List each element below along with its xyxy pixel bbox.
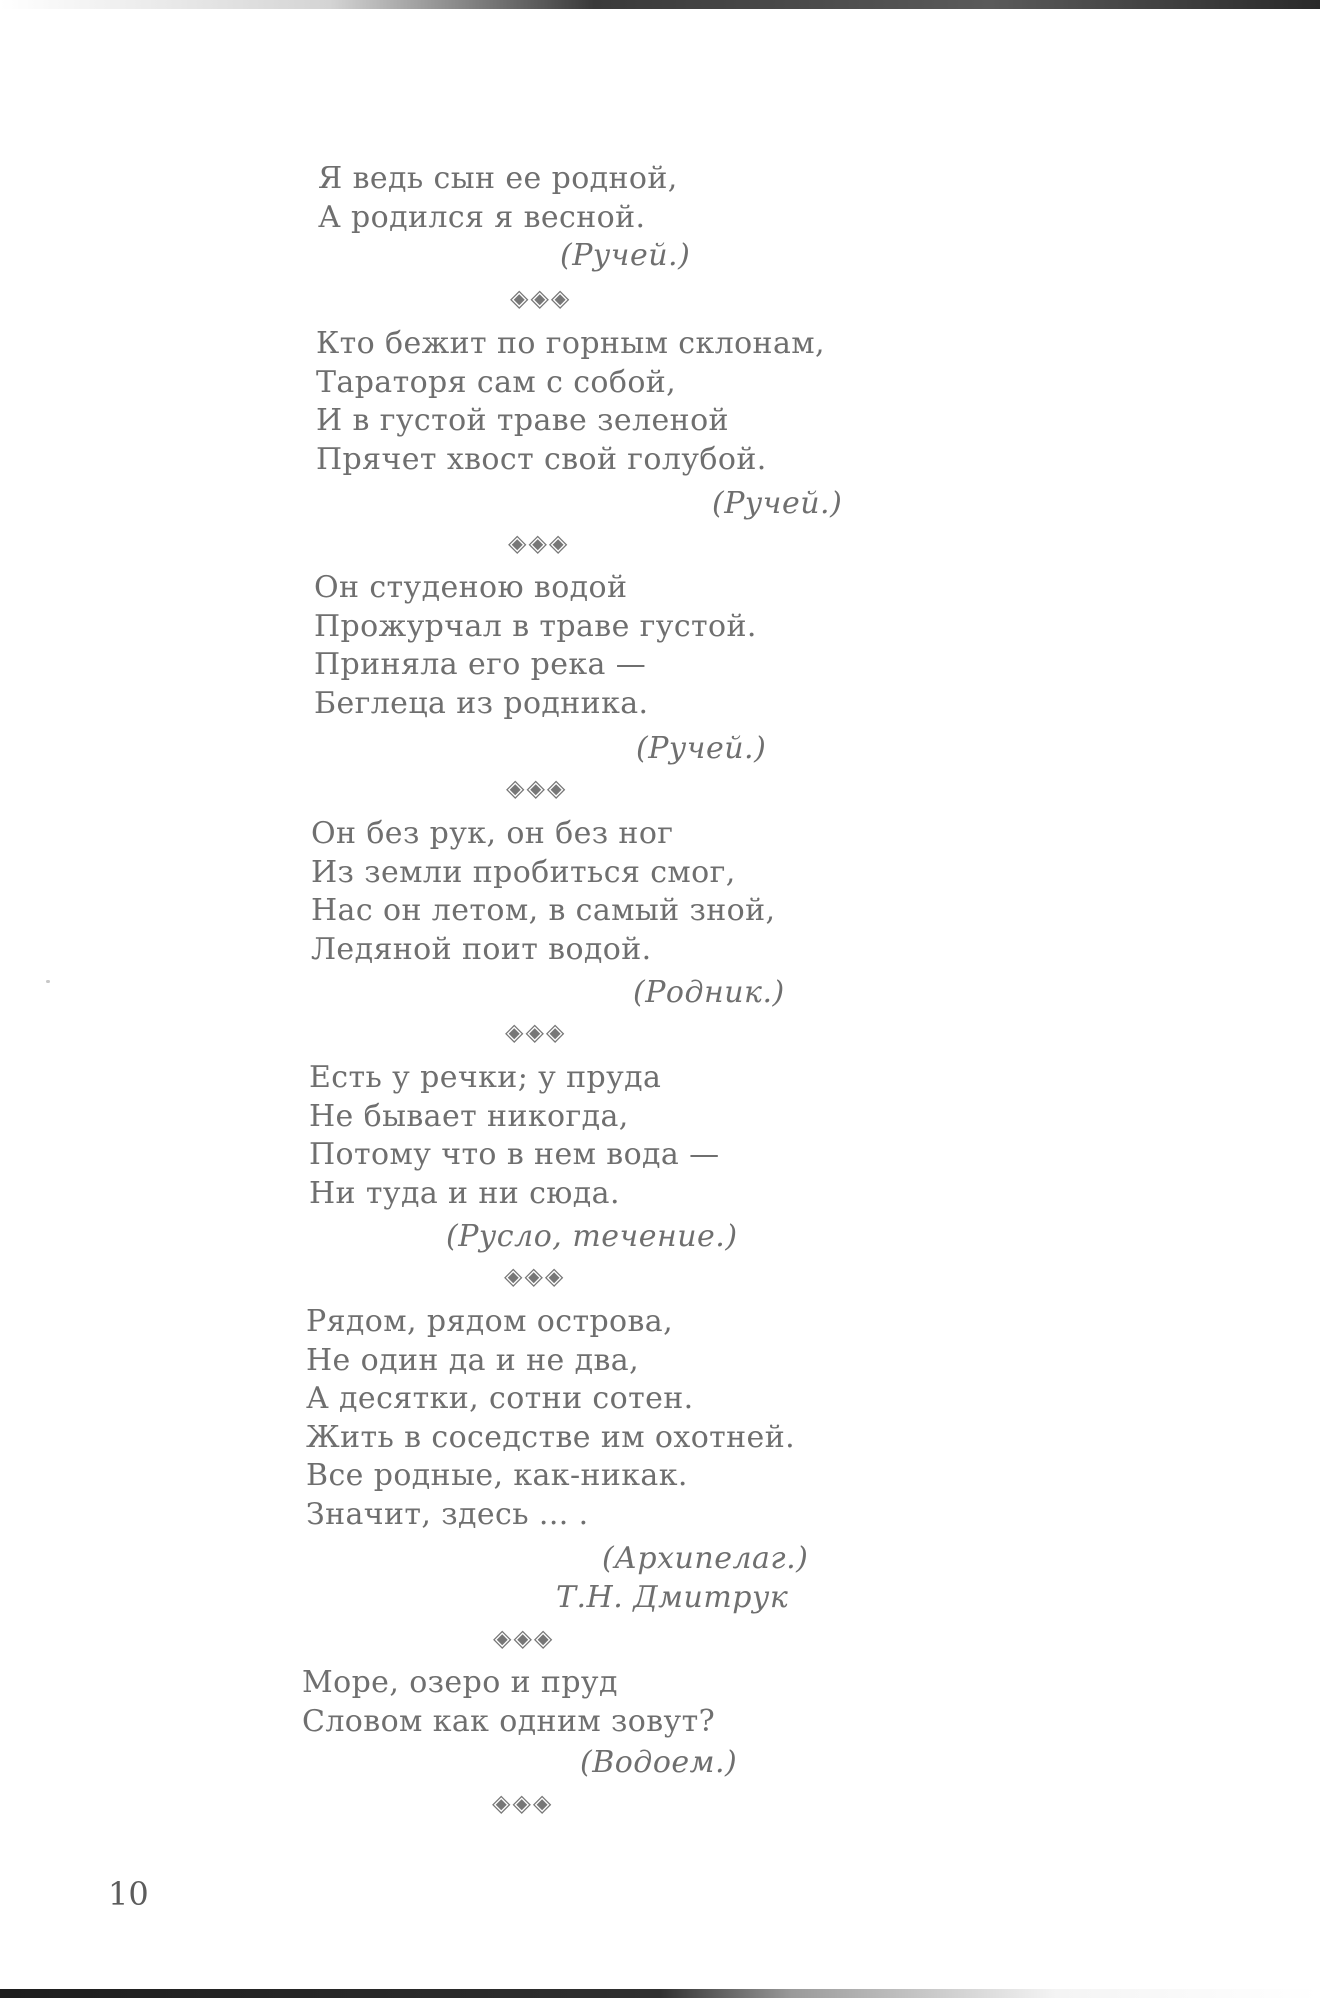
riddle-6-author: Т.Н. Дмитрук [556,1580,789,1615]
riddle-4-line-4: Ледяной поит водой. [311,931,652,967]
riddle-6-line-4: Жить в соседстве им охотней. [306,1419,796,1455]
riddle-4-line-3: Нас он летом, в самый зной, [311,893,776,928]
separator-2: ◈◈◈ [508,529,570,557]
riddle-4-line-2: Из земли пробиться смог, [311,854,736,890]
separator-4: ◈◈◈ [505,1018,567,1046]
riddle-5-line-3: Потому что в нем вода — [309,1137,720,1172]
riddle-3-line-1: Он студеною водой [314,570,628,605]
riddle-4 [311,815,931,969]
riddle-6 [306,1303,926,1534]
riddle-3-line-4: Беглеца из родника. [314,685,649,721]
riddle-6-line-1: Рядом, рядом острова, [306,1304,674,1339]
separator-3: ◈◈◈ [506,774,568,802]
riddle-5-line-2: Не бывает никогда, [309,1098,629,1134]
riddle-7-line-1: Море, озеро и пруд [302,1665,618,1700]
riddle-3-line-2: Прожурчал в траве густой. [314,608,757,644]
riddle-7-line-2: Словом как одним зовут? [302,1703,716,1739]
riddle-6-answer: (Архипелаг.) [602,1541,809,1576]
page-number: 10 [108,1875,149,1913]
separator-7: ◈◈◈ [492,1789,554,1817]
riddle-2 [316,325,936,479]
riddle-3-answer: (Ручей.) [636,731,767,766]
separator-5: ◈◈◈ [504,1262,566,1290]
riddle-6-line-6: Значит, здесь ... . [306,1496,589,1532]
riddle-2-line-1: Кто бежит по горным склонам, [316,326,825,361]
riddle-7 [302,1664,922,1741]
riddle-4-line-1: Он без рук, он без ног [311,816,674,851]
riddle-2-line-4: Прячет хвост свой голубой. [316,441,767,477]
riddle-7-answer: (Водоем.) [580,1745,738,1780]
riddle-2-line-3: И в густой траве зеленой [316,403,729,438]
riddle-6-line-3: А десятки, сотни сотен. [306,1381,694,1416]
riddle-6-line-2: Не один да и не два, [306,1342,640,1378]
riddle-3 [314,569,934,723]
riddle-5-line-1: Есть у речки; у пруда [309,1060,662,1095]
riddle-2-answer: (Ручей.) [712,486,843,521]
riddle-5-answer: (Русло, течение.) [446,1219,738,1254]
scan-edge-top [0,0,1320,9]
scan-speck [46,980,50,983]
separator-6: ◈◈◈ [493,1624,555,1652]
riddle-1 [318,160,938,237]
scan-edge-bottom [0,1989,1320,1998]
riddle-1-answer: (Ручей.) [560,238,691,273]
riddle-6-line-5: Все родные, как-никак. [306,1458,688,1493]
riddle-3-line-3: Приняла его река — [314,647,647,682]
riddle-5-line-4: Ни туда и ни сюда. [309,1175,620,1211]
riddle-4-answer: (Родник.) [633,975,785,1010]
riddle-2-line-2: Тараторя сам с собой, [316,364,677,400]
riddle-1-line-1: Я ведь сын ее родной, [318,161,678,196]
separator-1: ◈◈◈ [510,284,572,312]
riddle-5 [309,1059,929,1213]
riddle-1-line-2: А родился я весной. [318,199,646,235]
